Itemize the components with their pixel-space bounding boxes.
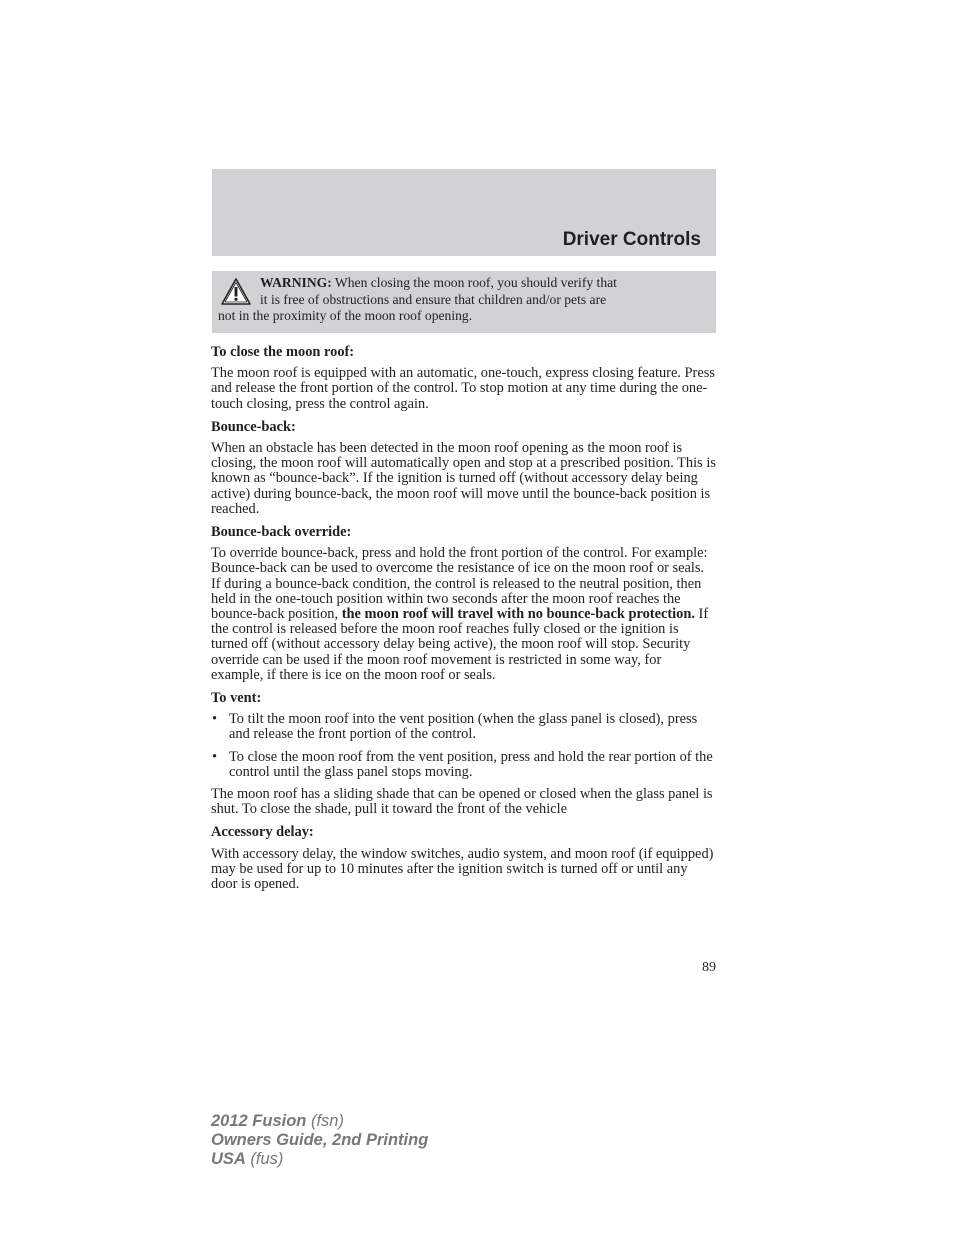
footer-model-code: (fsn) [306, 1112, 344, 1130]
list-item [211, 750, 717, 780]
warning-text [218, 275, 710, 325]
footer-model: 2012 Fusion [211, 1112, 307, 1130]
footer [211, 1112, 428, 1169]
heading-bounce-back: Bounce-back: [211, 418, 296, 435]
page-number: 89 [702, 960, 716, 975]
override-text-start: To override bounce-back, press and hold the front portion of the control. For example: Bounce-back can be used to overcome the resistance of ice on the moon roof or seals. If during a bounce-back condition, the control is released to the neutral position, then held in the one-touch position within two seconds after the moon roof reaches the bounce-back position, [211, 545, 708, 623]
paragraph-bounce-back: When an obstacle has been detected in the moon roof opening as the moon roof is closing, the moon roof will automatically open and stop at a prescribed position. This is known as “bounce-back”. If the ignition is turned off (without accessory delay being active) during bounce-back, the moon roof will move until the bounce-back position is reached. [211, 440, 716, 517]
warning-line-2: it is free of obstructions and ensure that children and/or pets are [260, 291, 607, 307]
override-text-bold: the moon roof will travel with no bounce-back protection. [341, 606, 695, 623]
warning-line-3: not in the proximity of the moon roof opening. [218, 308, 473, 323]
list-item-text: To close the moon roof from the vent position, press and hold the rear portion of the control until the glass panel stops moving. [229, 748, 713, 780]
paragraph-sliding-shade: The moon roof has a sliding shade that can be opened or closed when the glass panel is shut. To close the shade, pull it toward the front of the vehicle [211, 786, 713, 818]
list-item [211, 712, 717, 742]
override-text-end: If the control is released before the moon roof reaches fully closed or the ignition is turned off (without accessory delay being active), the moon roof will stop. Security override can be used if the moon roof movement is restricted in some way, for example, if there is ice on the moon roof or seals. [211, 606, 709, 683]
paragraph-bounce-back-override [211, 546, 717, 683]
section-title: Driver Controls [562, 229, 701, 250]
heading-close-moon-roof: To close the moon roof: [211, 344, 355, 360]
heading-to-vent: To vent: [211, 690, 262, 707]
footer-line-1 [211, 1112, 428, 1131]
footer-guide: Owners Guide, 2nd Printing [211, 1131, 429, 1149]
heading-accessory-delay: Accessory delay: [211, 824, 314, 841]
warning-line-1: When closing the moon roof, you should verify that [334, 275, 617, 290]
footer-line-3 [211, 1150, 428, 1169]
bullet: • [212, 711, 218, 728]
footer-line-2 [211, 1131, 428, 1150]
footer-market-code: (fus) [245, 1150, 284, 1168]
warning-label: WARNING: [260, 275, 332, 290]
vent-list [211, 712, 717, 780]
paragraph-accessory-delay: With accessory delay, the window switches, audio system, and moon roof (if equipped) may be used for up to 10 minutes after the ignition switch is turned off or until any door is opened. [211, 845, 714, 893]
warning-box [212, 271, 716, 333]
heading-bounce-back-override: Bounce-back override: [211, 524, 352, 541]
paragraph-close-moon-roof: The moon roof is equipped with an automatic, one-touch, express closing feature. Press and release the front portion of the control. To stop motion at any time during the one-touch closing, press the control again. [211, 365, 715, 412]
page-content [211, 345, 717, 900]
bullet: • [212, 748, 218, 765]
footer-market: USA [211, 1150, 246, 1168]
section-header-band [212, 169, 716, 256]
list-item-text: To tilt the moon roof into the vent position (when the glass panel is closed), press and release the front portion of the control. [229, 711, 698, 743]
